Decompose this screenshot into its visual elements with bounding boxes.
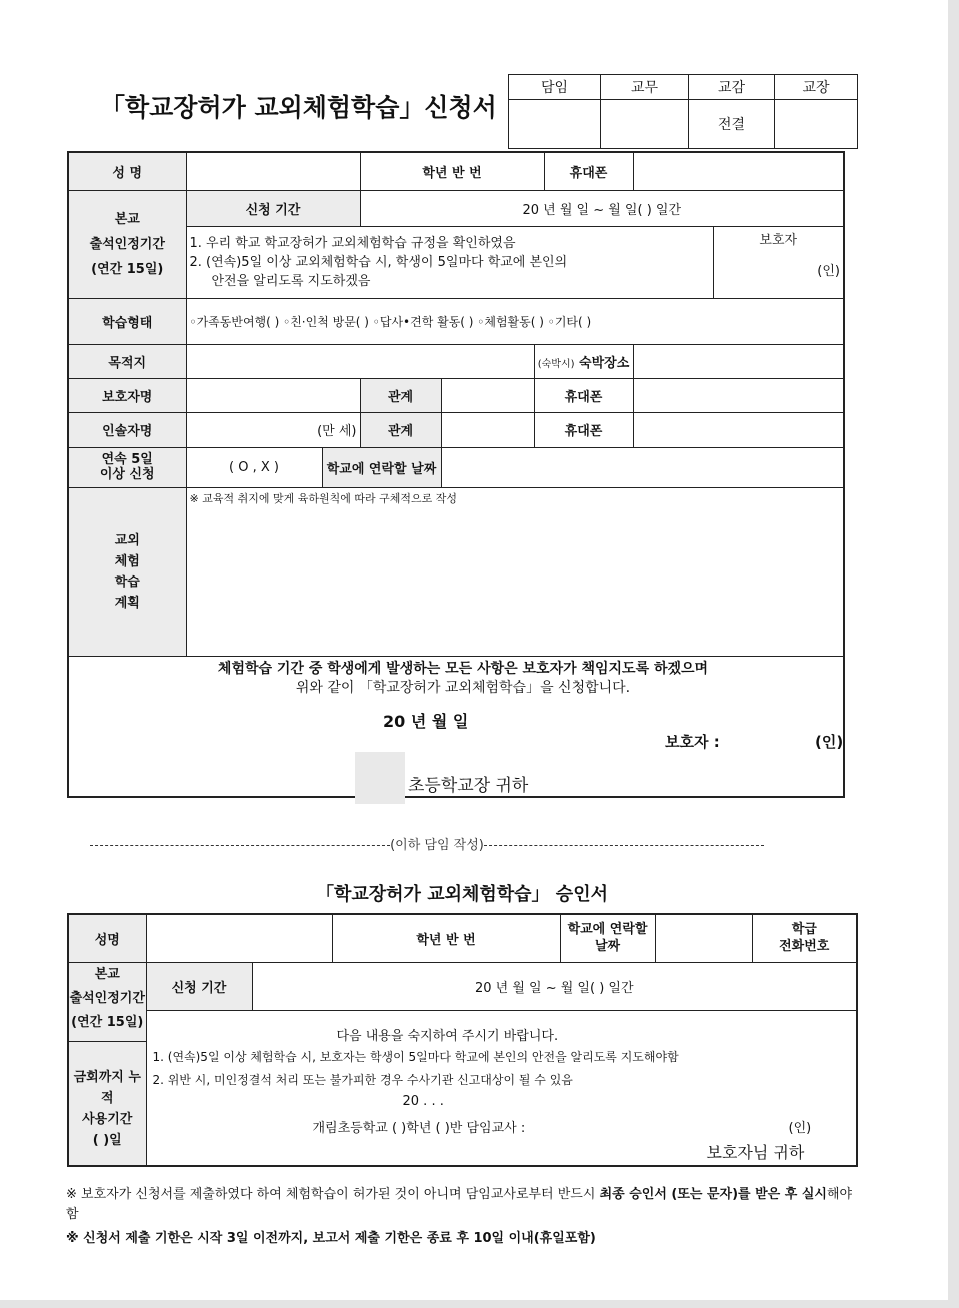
- footnote-1-a: ※ 보호자가 신청서를 제출하였다 하여 체험학습이 허가된 것이 아니며 담임교사로부터 반드시: [66, 1187, 600, 1202]
- escort-relation-label: 관계: [360, 412, 441, 447]
- approval-sign-academic[interactable]: [601, 100, 689, 149]
- escort-relation-field[interactable]: [441, 412, 534, 447]
- rules-line-3: 안전을 알리도록 지도하겠음: [211, 273, 371, 289]
- divider-line-left: [90, 845, 390, 846]
- consecutive-label: [68, 447, 186, 487]
- phone-label: 휴대폰: [544, 152, 633, 190]
- page-bottom-edge: [0, 1300, 959, 1308]
- approval-box: [508, 74, 858, 149]
- pledge-date: 20 년 월 일: [383, 712, 469, 731]
- rules-confirmation: [186, 226, 713, 298]
- phone-field[interactable]: [633, 152, 844, 190]
- lodging-prefix: (숙박시): [537, 358, 575, 370]
- approval-seal: (인): [788, 1120, 812, 1136]
- page-right-edge: [948, 0, 959, 1308]
- guardian-name-field[interactable]: [186, 378, 360, 412]
- period-field[interactable]: 20 년 월 일 ~ 월 일( ) 일간: [360, 190, 844, 226]
- guardian-relation-field[interactable]: [441, 378, 534, 412]
- guardian-phone-label: 휴대폰: [534, 378, 633, 412]
- approval-name-field[interactable]: [146, 914, 332, 962]
- guardian-seal: (인): [817, 264, 840, 279]
- notice-date: 20 . . .: [402, 1093, 444, 1109]
- lodging-label-cell: [534, 344, 633, 378]
- pledge-addressee: 초등학교장 귀하: [408, 776, 529, 796]
- period-label: 신청 기간: [186, 190, 360, 226]
- pledge-text: [68, 660, 858, 698]
- rules-line-1: 1. 우리 학교 학교장허가 교외체험학습 규정을 확인하였음: [189, 235, 516, 251]
- plan-field[interactable]: [186, 487, 844, 656]
- approval-period-label: 신청 기간: [146, 962, 252, 1010]
- approval-label-vice-principal: 교감: [689, 75, 775, 100]
- notice-line-1: 1. (연속)5일 이상 체험학습 시, 보호자는 학생이 5일마다 학교에 본인의 안전을 알리도록 지도해야함: [152, 1049, 679, 1064]
- contact-date-field[interactable]: [441, 447, 844, 487]
- school-phone-text: 학급 전화번호: [779, 922, 830, 955]
- learning-type-label: 학습형태: [68, 298, 186, 344]
- rules-line-2: 2. (연속)5일 이상 교외체험학습 시, 학생이 5일마다 학교에 본인의: [189, 254, 568, 270]
- approval-period-field[interactable]: 20 년 월 일 ~ 월 일( ) 일간: [252, 962, 857, 1010]
- section-divider: [66, 834, 788, 853]
- approval-sign-principal[interactable]: [775, 100, 858, 149]
- approval-form: [67, 913, 858, 1167]
- consecutive-ox-field[interactable]: ( O , X ): [186, 447, 322, 487]
- approval-sign-vice-principal: 전결: [689, 100, 775, 149]
- notice-line-2: 2. 위반 시, 미인정결석 처리 또는 불가피한 경우 수사기관 신고대상이 될 수 있음: [152, 1072, 573, 1087]
- divider-text: (이하 담임 작성): [390, 838, 484, 853]
- escort-phone-label: 휴대폰: [534, 412, 633, 447]
- pledge-seal: (인): [815, 733, 844, 751]
- school-phone-label: [752, 914, 857, 962]
- plan-note: ※ 교육적 취지에 맞게 육하원칙에 따라 구체적으로 작성: [189, 491, 457, 505]
- pledge-guardian-label: 보호자 :: [665, 733, 720, 751]
- escort-phone-field[interactable]: [633, 412, 844, 447]
- destination-label: 목적지: [68, 344, 186, 378]
- cumulative-usage-label: 금회까지 누적 사용기간 ( )일: [73, 1069, 141, 1148]
- homeroom-teacher-line: 개림초등학교 ( )학년 ( )반 담임교사 :: [312, 1120, 526, 1136]
- plan-label-text: 교외 체험 학습 계획: [114, 532, 140, 611]
- footnote-1: [66, 1185, 866, 1225]
- approval-contact-date-text: 학교에 연락할 날짜: [567, 922, 648, 955]
- pledge-line-2: 위와 같이 「학교장허가 교외체험학습」을 신청합니다.: [295, 680, 631, 696]
- guardian-sign-cell[interactable]: [713, 226, 844, 298]
- escort-name-field[interactable]: [186, 412, 360, 447]
- approval-name-label: 성명: [68, 914, 146, 962]
- approval-notice: [146, 1010, 857, 1166]
- application-form: [67, 151, 845, 798]
- guardian-name-label: 보호자명: [68, 378, 186, 412]
- footnote-2: ※ 신청서 제출 기한은 시작 3일 이전까지, 보고서 제출 기한은 종료 후 10일 이내(휴일포함): [66, 1231, 596, 1246]
- guardian-relation-label: 관계: [360, 378, 441, 412]
- approval-addressee: 보호자님 귀하: [706, 1142, 805, 1162]
- notice-intro: 다음 내용을 숙지하여 주시기 바랍니다.: [336, 1028, 559, 1044]
- approval-label-principal: 교장: [775, 75, 858, 100]
- footnote-1-c: 해야 함: [66, 1187, 853, 1222]
- consecutive-label-text: 연속 5일 이상 신청: [99, 452, 155, 482]
- escort-name-label: 인솔자명: [68, 412, 186, 447]
- guardian-label: 보호자: [759, 233, 798, 248]
- approval-label-homeroom: 담임: [509, 75, 601, 100]
- lodging-label: 숙박장소: [579, 355, 630, 371]
- footnote-1-b: 최종 승인서 (또는 문자)를 받은 후 실시: [599, 1187, 827, 1202]
- contact-date-label: 학교에 연락할 날짜: [322, 447, 441, 487]
- name-label: 성 명: [68, 152, 186, 190]
- destination-field[interactable]: [186, 344, 534, 378]
- approval-contact-date-field[interactable]: [655, 914, 752, 962]
- plan-label: [68, 487, 186, 656]
- attendance-period-label-text: 본교 출석인정기간 (연간 15일): [89, 211, 165, 277]
- approval-sign-homeroom[interactable]: [509, 100, 601, 149]
- divider-line-right: [484, 845, 764, 846]
- learning-type-options[interactable]: ◦가족동반여행( ) ◦친·인척 방문( ) ◦답사•견학 활동( ) ◦체험활동( ) ◦기타( ): [186, 298, 844, 344]
- approval-form-title: 「학교장허가 교외체험학습」 승인서: [316, 884, 608, 905]
- pledge-line-1: 체험학습 기간 중 학생에게 발생하는 모든 사항은 보호자가 책임지도록 하겠으며: [217, 661, 709, 677]
- guardian-phone-field[interactable]: [633, 378, 844, 412]
- escort-age: (만 세): [317, 424, 357, 439]
- name-field[interactable]: [186, 152, 360, 190]
- approval-contact-date-label: [560, 914, 655, 962]
- attendance-period-label: [68, 190, 186, 298]
- approval-label-academic: 교무: [601, 75, 689, 100]
- stamp-blot: [355, 752, 405, 804]
- approval-attendance-label: 본교 출석인정기간 (연간 15일): [69, 963, 146, 1042]
- approval-attendance-cell: [68, 962, 146, 1166]
- approval-grade-class-number: 학년 반 번: [332, 914, 560, 962]
- lodging-field[interactable]: [633, 344, 844, 378]
- grade-class-number: 학년 반 번: [360, 152, 544, 190]
- form-title: 「학교장허가 교외체험학습」신청서: [100, 93, 497, 122]
